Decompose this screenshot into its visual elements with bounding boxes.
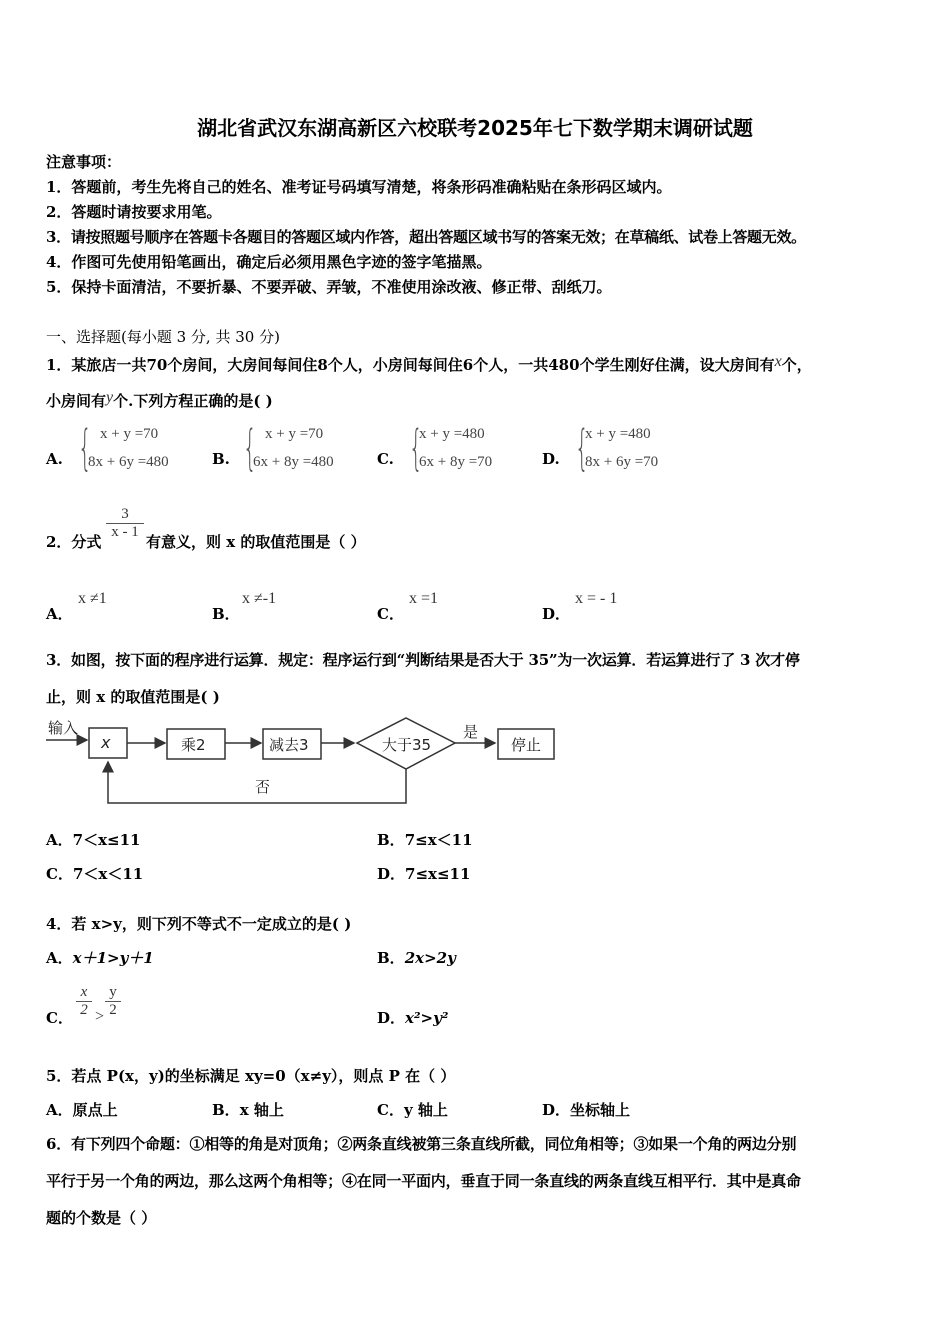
- q1-option-c-system: { x + y =480 6x + 8y =70: [409, 420, 493, 476]
- q2-option-c-label: C．: [377, 605, 404, 623]
- flow-stop-label: 停止: [511, 736, 542, 754]
- notice-item: 1．答题前，考生先将自己的姓名、准考证号码填写清楚，将条形码准确粘贴在条形码区域内。: [46, 178, 672, 196]
- q4-option-c-operator: >: [95, 1008, 105, 1025]
- question-2-prefix: 2．分式: [46, 533, 102, 551]
- question-6-line-3: 题的个数是（ ）: [46, 1209, 157, 1227]
- flow-no-label: 否: [255, 778, 271, 796]
- flow-decision-label: 大于35: [382, 736, 432, 754]
- q4-option-b: B．2x>2y: [377, 949, 456, 967]
- q1-option-a-system: { x + y =70 8x + 6y =480: [78, 420, 169, 476]
- q5-option-d: D．坐标轴上: [542, 1101, 631, 1119]
- question-3-line-1: 3．如图，按下面的程序进行运算．规定：程序运行到“判断结果是否大于 35”为一次运算．若运算进行了 3 次才停: [46, 651, 800, 669]
- q2-option-a-expr: x ≠1: [78, 590, 107, 607]
- notice-heading: 注意事项：: [46, 153, 122, 171]
- flow-subtract-label: 减去3: [269, 736, 309, 754]
- question-2-suffix: 有意义，则 x 的取值范围是（ ）: [146, 533, 366, 551]
- q4-option-a: A．x＋1>y＋1: [46, 949, 154, 967]
- flow-multiply-label: 乘2: [181, 736, 206, 754]
- q2-option-b-expr: x ≠-1: [242, 590, 277, 607]
- flow-x-label: x: [101, 733, 111, 752]
- notice-item: 4．作图可先使用铅笔画出，确定后必须用黑色字迹的签字笔描黑。: [46, 253, 492, 271]
- q2-option-b-label: B．: [212, 605, 240, 623]
- q5-option-a: A．原点上: [46, 1101, 118, 1119]
- q3-option-c: C．7＜x＜11: [46, 865, 144, 883]
- q3-option-b: B．7≤x＜11: [377, 831, 473, 849]
- q4-option-d: D．x²>y²: [377, 1009, 449, 1027]
- section-heading: 一、选择题(每小题 3 分, 共 30 分): [46, 328, 280, 346]
- q2-fraction: $\frac{3}{x - 1}$: [106, 506, 144, 541]
- q2-option-d-label: D．: [542, 605, 571, 623]
- question-5-stem: 5．若点 P(x，y)的坐标满足 xy=0（x≠y），则点 P 在（ ）: [46, 1067, 456, 1085]
- q2-option-d-expr: x = - 1: [575, 590, 618, 607]
- q1-option-d-label: D.: [542, 450, 560, 468]
- q5-option-b: B．x 轴上: [212, 1101, 284, 1119]
- q1-option-b-system: { x + y =70 6x + 8y =480: [243, 420, 334, 476]
- question-4-stem: 4．若 x>y，则下列不等式不一定成立的是( ): [46, 915, 352, 933]
- question-6-line-1: 6．有下列四个命题：①相等的角是对顶角；②两条直线被第三条直线所截，同位角相等；③如果一个角的两边分别: [46, 1135, 797, 1153]
- notice-item: 2．答题时请按要求用笔。: [46, 203, 222, 221]
- q4-option-c-fraction-right: $\frac{y}{2}$: [105, 984, 121, 1019]
- q2-option-a-label: A．: [46, 605, 73, 623]
- q4-option-c-label: C．: [46, 1009, 73, 1027]
- q5-option-c: C．y 轴上: [377, 1101, 448, 1119]
- question-6-line-2: 平行于另一个角的两边，那么这两个角相等；④在同一平面内，垂直于同一条直线的两条直线互相平行．其中是真命: [46, 1172, 801, 1190]
- flowchart: [40, 712, 570, 812]
- notice-item: 5．保持卡面清洁，不要折暴、不要弄破、弄皱，不准使用涂改液、修正带、刮纸刀。: [46, 278, 612, 296]
- q1-option-d-system: { x + y =480 8x + 6y =70: [575, 420, 659, 476]
- q3-option-a: A．7＜x≤11: [46, 831, 141, 849]
- q1-option-c-label: C.: [377, 450, 394, 468]
- q1-option-b-label: B.: [212, 450, 230, 468]
- flow-input-label: 输入: [48, 719, 79, 737]
- notice-item: 3．请按照题号顺序在答题卡各题目的答题区域内作答，超出答题区域书写的答案无效；在草稿纸、试卷上答题无效。: [46, 228, 806, 246]
- question-1-line-2: 小房间有y个.下列方程正确的是( ): [46, 389, 273, 410]
- page-title: 湖北省武汉东湖高新区六校联考2025年七下数学期末调研试题: [197, 116, 753, 140]
- question-3-line-2: 止，则 x 的取值范围是( ): [46, 688, 220, 706]
- q2-option-c-expr: x =1: [409, 590, 439, 607]
- flow-yes-label: 是: [463, 723, 479, 741]
- q3-option-d: D．7≤x≤11: [377, 865, 471, 883]
- q4-option-c-fraction-left: $\frac{x}{2}$: [76, 984, 92, 1019]
- q1-option-a-label: A.: [46, 450, 63, 468]
- question-1-line-1: 1．某旅店一共70个房间，大房间每间住8个人，小房间每间住6个人，一共480个学生刚好住满，设大房间有x个，: [46, 353, 812, 374]
